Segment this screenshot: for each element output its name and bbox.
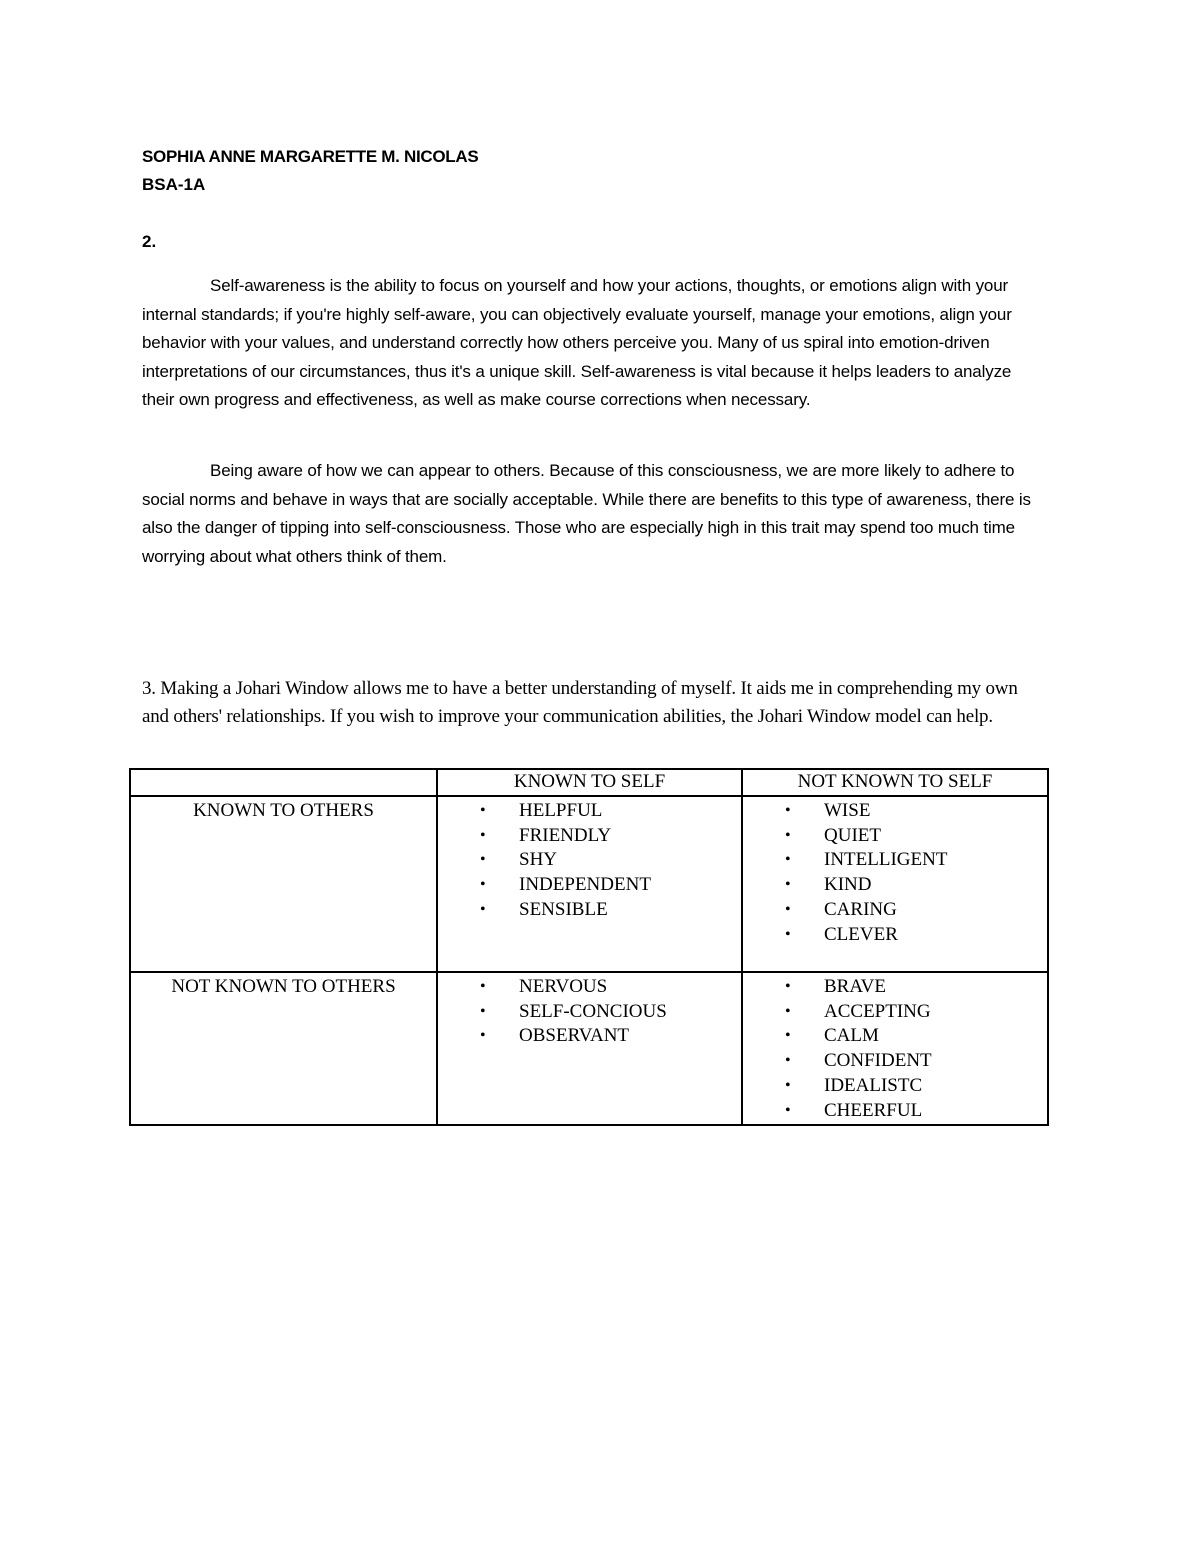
list-item: • CARING [785, 898, 1047, 923]
bullet-icon: • [785, 1002, 791, 1020]
bullet-icon: • [480, 977, 486, 995]
bullet-icon: • [785, 851, 791, 869]
table-header-row [130, 769, 1048, 796]
bullet-icon: • [480, 826, 486, 844]
question-2-number: 2. [142, 232, 157, 251]
list-item: • CHEERFUL [785, 1099, 1047, 1124]
list-item: • SELF-CONCIOUS [480, 1000, 741, 1025]
list-item: • INTELLIGENT [785, 848, 1047, 873]
list-item: • CLEVER [785, 923, 1047, 948]
bullet-icon: • [480, 1002, 486, 1020]
list-item: • CALM [785, 1024, 1047, 1049]
bullet-icon: • [785, 925, 791, 943]
bullet-icon: • [480, 876, 486, 894]
section-label: BSA-1A [142, 175, 206, 194]
trait-list [438, 973, 741, 1049]
bullet-icon: • [480, 900, 486, 918]
cell-unknown-area [742, 972, 1048, 1125]
table-corner-cell [130, 769, 437, 796]
list-item: • HELPFUL [480, 799, 741, 824]
list-item: • BRAVE [785, 975, 1047, 1000]
row-label-known-to-others: KNOWN TO OTHERS [130, 796, 437, 972]
table-row-not-known-to-others [130, 972, 1048, 1125]
bullet-icon: • [785, 876, 791, 894]
column-header-not-known-to-self: NOT KNOWN TO SELF [742, 769, 1048, 796]
trait-list [743, 973, 1047, 1124]
question-3-text: 3. Making a Johari Window allows me to have a better understanding of myself. It aids me in comprehending my own and others' relationships. If you wish to improve your communication abilities, the Johari Window model can help. [142, 678, 1018, 727]
list-item: • SHY [480, 848, 741, 873]
bullet-icon: • [480, 851, 486, 869]
list-item: • ACCEPTING [785, 1000, 1047, 1025]
bullet-icon: • [785, 826, 791, 844]
list-item: • QUIET [785, 824, 1047, 849]
bullet-icon: • [785, 1052, 791, 1070]
trait-list [743, 797, 1047, 948]
bullet-icon: • [785, 900, 791, 918]
bullet-icon: • [785, 977, 791, 995]
johari-window-table [129, 768, 1049, 1126]
bullet-icon: • [480, 801, 486, 819]
table-row-known-to-others [130, 796, 1048, 972]
column-header-known-to-self: KNOWN TO SELF [437, 769, 742, 796]
bullet-icon: • [480, 1027, 486, 1045]
bullet-icon: • [785, 1101, 791, 1119]
list-item: • KIND [785, 873, 1047, 898]
list-item: • INDEPENDENT [480, 873, 741, 898]
question-2-paragraph-1: Self-awareness is the ability to focus on yourself and how your actions, thoughts, or emotions align with your internal standards; if you're highly self-aware, you can objectively evaluate yourself, manage your emotions, align your behavior with your values, and understand correctly how others perceive you. Many of us spiral into emotion-driven interpretations of our circumstances, thus it's a unique skill. Self-awareness is vital because it helps leaders to analyze their own progress and effectiveness, as well as make course corrections when necessary. [142, 276, 1012, 409]
bullet-icon: • [785, 1027, 791, 1045]
question-2-paragraph-2: Being aware of how we can appear to others. Because of this consciousness, we are more likely to adhere to social norms and behave in ways that are socially acceptable. While there are benefits to this type of awareness, there is also the danger of tipping into self-consciousness. Those who are especially high in this trait may spend too much time worrying about what others think of them. [142, 461, 1031, 566]
list-item: • NERVOUS [480, 975, 741, 1000]
list-item: • FRIENDLY [480, 824, 741, 849]
trait-list [438, 797, 741, 923]
bullet-icon: • [785, 801, 791, 819]
author-name: SOPHIA ANNE MARGARETTE M. NICOLAS [142, 147, 479, 166]
row-label-not-known-to-others: NOT KNOWN TO OTHERS [130, 972, 437, 1125]
cell-open-area [437, 796, 742, 972]
list-item: • OBSERVANT [480, 1024, 741, 1049]
list-item: • WISE [785, 799, 1047, 824]
list-item: • CONFIDENT [785, 1049, 1047, 1074]
cell-hidden-area [437, 972, 742, 1125]
bullet-icon: • [785, 1076, 791, 1094]
list-item: • IDEALISTC [785, 1074, 1047, 1099]
cell-blind-area [742, 796, 1048, 972]
list-item: • SENSIBLE [480, 898, 741, 923]
